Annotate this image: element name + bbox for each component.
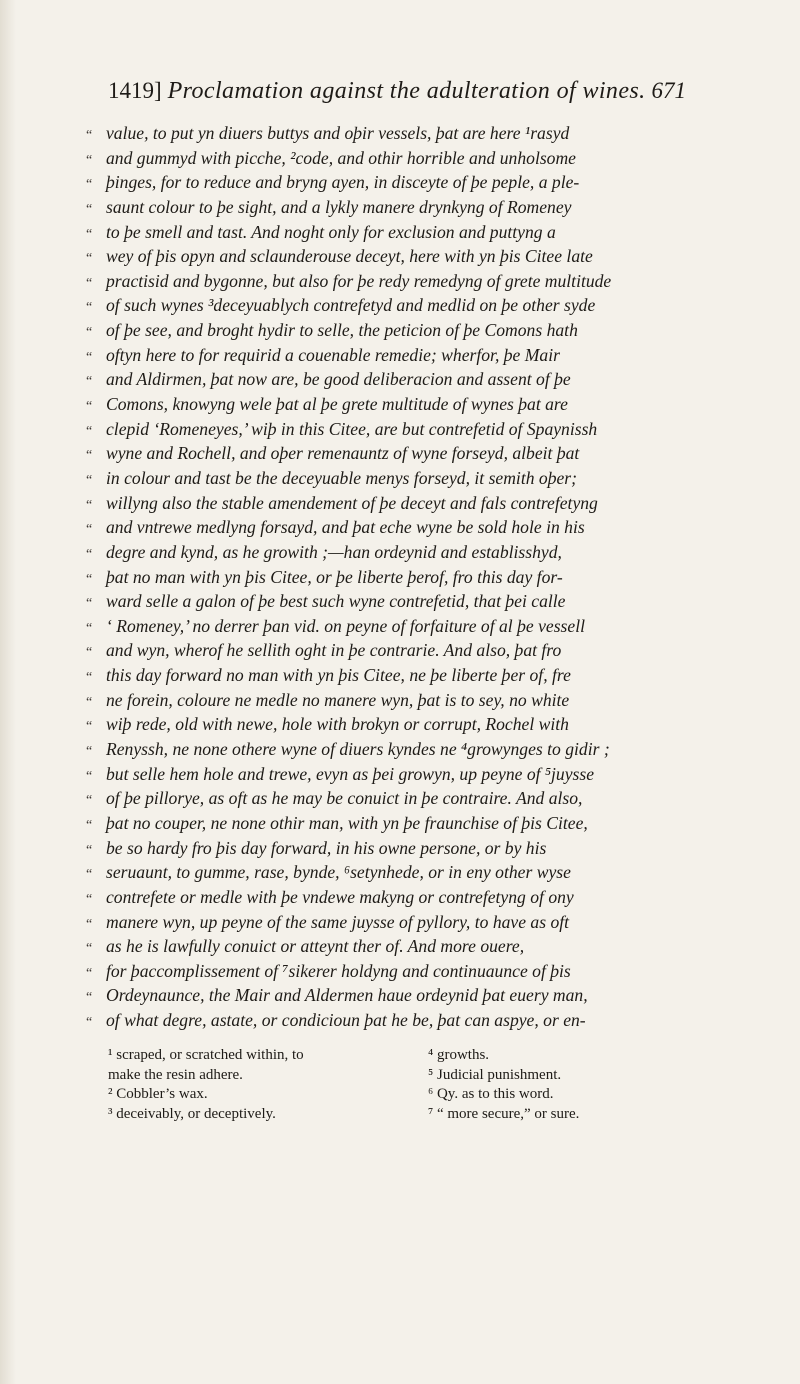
text-line <box>86 811 696 836</box>
line-text: this day forward no man with yn þis Citee, ne þe liberte þer of, fre <box>106 665 571 686</box>
footnotes-left-column <box>108 1046 393 1124</box>
text-line <box>86 786 696 811</box>
quote-marker: “ <box>86 1015 93 1031</box>
line-text: Ordeynaunce, the Mair and Aldermen haue ordeynid þat euery man, <box>106 985 588 1006</box>
footnote: ⁷ “ more secure,” or sure. <box>428 1105 580 1122</box>
text-line <box>86 491 696 516</box>
text-line <box>86 614 696 639</box>
text-line <box>86 540 696 565</box>
text-line <box>86 392 696 417</box>
text-line <box>86 959 696 984</box>
quote-marker: “ <box>86 177 93 193</box>
line-text: þinges, for to reduce and bryng ayen, in disceyte of þe peple, a ple- <box>106 172 580 193</box>
text-line <box>86 343 696 368</box>
line-text: contrefete or medle with þe vndewe makyng or contrefetyng of ony <box>106 886 574 907</box>
quote-marker: “ <box>86 325 93 341</box>
text-line <box>86 515 696 540</box>
footnote: ² Cobbler’s wax. <box>108 1086 208 1102</box>
text-line <box>86 220 696 245</box>
quote-marker: “ <box>86 472 93 488</box>
quote-marker: “ <box>86 941 93 957</box>
line-text: manere wyn, up peyne of the same juysse of pyllory, to have as oft <box>106 911 570 932</box>
quote-marker: “ <box>86 300 93 316</box>
quote-marker: “ <box>86 128 93 143</box>
text-line <box>86 121 696 146</box>
quote-marker: “ <box>86 719 93 735</box>
line-text: of þe pillorye, as oft as he may be conuict in þe contraire. And also, <box>106 788 583 809</box>
quote-marker: “ <box>86 670 93 686</box>
quote-marker: “ <box>86 965 93 981</box>
quote-marker: “ <box>86 645 93 661</box>
line-text: clepid ‘Romeneyes,’ wiþ in this Citee, are but contrefetid of Spaynissh <box>106 418 598 439</box>
page-header <box>108 78 686 108</box>
text-line <box>86 318 696 343</box>
text-line <box>86 638 696 663</box>
quote-marker: “ <box>86 793 93 809</box>
text-line <box>86 367 696 392</box>
quote-marker: “ <box>86 620 93 636</box>
text-line <box>86 293 696 318</box>
quote-marker: “ <box>86 694 93 710</box>
quote-marker: “ <box>86 275 93 291</box>
text-line <box>86 441 696 466</box>
line-text: of such wynes ³deceyuablych contrefetyd and medlid on þe other syde <box>106 295 596 316</box>
text-line <box>86 663 696 688</box>
footnotes <box>108 1046 688 1124</box>
quote-marker: “ <box>86 842 93 858</box>
line-text: be so hardy fro þis day forward, in his owne persone, or by his <box>106 837 547 858</box>
text-line <box>86 146 696 171</box>
quote-marker: “ <box>86 916 93 932</box>
quote-marker: “ <box>86 497 93 513</box>
line-text: ne forein, coloure ne medle no manere wyn, þat is to sey, no white <box>106 689 570 710</box>
line-text: value, to put yn diuers buttys and oþir vessels, þat are here ¹rasyd <box>106 123 570 143</box>
line-text: degre and kynd, as he growith ;—han ordeynid and establisshyd, <box>106 541 562 562</box>
line-text: willyng also the stable amendement of þe deceyt and fals contrefetyng <box>106 492 598 513</box>
quote-marker: “ <box>86 891 93 907</box>
line-text: wey of þis opyn and sclaunderouse deceyt, here with yn þis Citee late <box>106 246 593 267</box>
line-text: and gummyd with picche, ²code, and othir horrible and unholsome <box>106 147 576 168</box>
line-text: for þaccomplissement of ⁷sikerer holdyng and continuaunce of þis <box>106 960 571 981</box>
quote-marker: “ <box>86 374 93 390</box>
line-text: ward selle a galon of þe best such wyne contrefetid, that þei calle <box>106 591 566 612</box>
quote-marker: “ <box>86 867 93 883</box>
line-text: wiþ rede, old with newe, hole with brokyn or corrupt, Rochel with <box>106 714 569 735</box>
text-line <box>86 762 696 787</box>
footnote: make the resin adhere. <box>108 1066 243 1083</box>
line-text: ‘ Romeney,’ no derrer þan vid. on peyne of forfaiture of al þe vessell <box>106 615 585 636</box>
footnote: ⁶ Qy. as to this word. <box>428 1086 554 1102</box>
line-text: to þe smell and tast. And noght only for exclusion and puttyng a <box>106 221 556 242</box>
text-line <box>86 983 696 1008</box>
quote-marker: “ <box>86 596 93 612</box>
text-line <box>86 688 696 713</box>
main-text-block <box>86 121 696 1033</box>
line-text: saunt colour to þe sight, and a lykly manere drynkyng of Romeney <box>106 196 572 217</box>
footnote: ⁵ Judicial punishment. <box>428 1066 562 1083</box>
quote-marker: “ <box>86 990 93 1006</box>
line-text: of þe see, and broght hydir to selle, the peticion of þe Comons hath <box>106 320 578 341</box>
line-text: þat no man with yn þis Citee, or þe liberte þerof, fro this day for- <box>106 566 563 587</box>
text-line <box>86 466 696 491</box>
footnotes-right-column <box>428 1046 688 1124</box>
quote-marker: “ <box>86 448 93 464</box>
quote-marker: “ <box>86 768 93 784</box>
line-text: in colour and tast be the deceyuable menys forseyd, it semith oþer; <box>106 467 578 488</box>
quote-marker: “ <box>86 226 93 242</box>
text-line <box>86 860 696 885</box>
quote-marker: “ <box>86 744 93 760</box>
text-line <box>86 244 696 269</box>
line-text: practisid and bygonne, but also for þe redy remedyng of grete multitude <box>106 270 612 291</box>
text-line <box>86 1008 696 1033</box>
text-line <box>86 170 696 195</box>
line-text: Renyssh, ne none othere wyne of diuers kyndes ne ⁴growynges to gidir ; <box>106 739 610 760</box>
text-line <box>86 565 696 590</box>
line-text: Comons, knowyng wele þat al þe grete multitude of wynes þat are <box>106 394 568 415</box>
quote-marker: “ <box>86 201 93 217</box>
text-line <box>86 417 696 442</box>
quote-marker: “ <box>86 423 93 439</box>
text-line <box>86 934 696 959</box>
line-text: and vntrewe medlyng forsayd, and þat eche wyne be sold hole in his <box>106 517 585 538</box>
quote-marker: “ <box>86 251 93 267</box>
text-line <box>86 910 696 935</box>
page-edge-shadow <box>0 0 16 1384</box>
quote-marker: “ <box>86 399 93 415</box>
line-text: of what degre, astate, or condicioun þat he be, þat can aspye, or en- <box>106 1010 586 1031</box>
page-number: 671 <box>651 78 686 103</box>
quote-marker: “ <box>86 817 93 833</box>
quote-marker: “ <box>86 349 93 365</box>
line-text: seruaunt, to gumme, rase, bynde, ⁶setynhede, or in eny other wyse <box>106 862 571 883</box>
line-text: þat no couper, ne none othir man, with yn þe fraunchise of þis Citee, <box>106 812 588 833</box>
quote-marker: “ <box>86 571 93 587</box>
quote-marker: “ <box>86 152 93 168</box>
year-label: 1419] <box>108 78 162 103</box>
text-line <box>86 885 696 910</box>
line-text: but selle hem hole and trewe, evyn as þei growyn, up peyne of ⁵juysse <box>106 763 595 784</box>
line-text: wyne and Rochell, and oþer remenauntz of wyne forseyd, albeit þat <box>106 443 580 464</box>
text-line <box>86 737 696 762</box>
quote-marker: “ <box>86 546 93 562</box>
quote-marker: “ <box>86 522 93 538</box>
text-line <box>86 195 696 220</box>
line-text: oftyn here to for requirid a couenable remedie; wherfor, þe Mair <box>106 344 560 365</box>
footnote: ³ deceivably, or deceptively. <box>108 1105 276 1122</box>
footnote: ¹ scraped, or scratched within, to <box>108 1047 304 1063</box>
footnote: ⁴ growths. <box>428 1047 490 1063</box>
text-line <box>86 712 696 737</box>
line-text: as he is lawfully conuict or atteynt ther of. And more ouere, <box>106 936 525 957</box>
text-line <box>86 269 696 294</box>
running-title: Proclamation against the adulteration of wines. <box>167 78 646 104</box>
text-line <box>86 836 696 861</box>
text-line <box>86 589 696 614</box>
line-text: and Aldirmen, þat now are, be good deliberacion and assent of þe <box>106 369 571 390</box>
line-text: and wyn, wherof he sellith oght in þe contrarie. And also, þat fro <box>106 640 562 661</box>
